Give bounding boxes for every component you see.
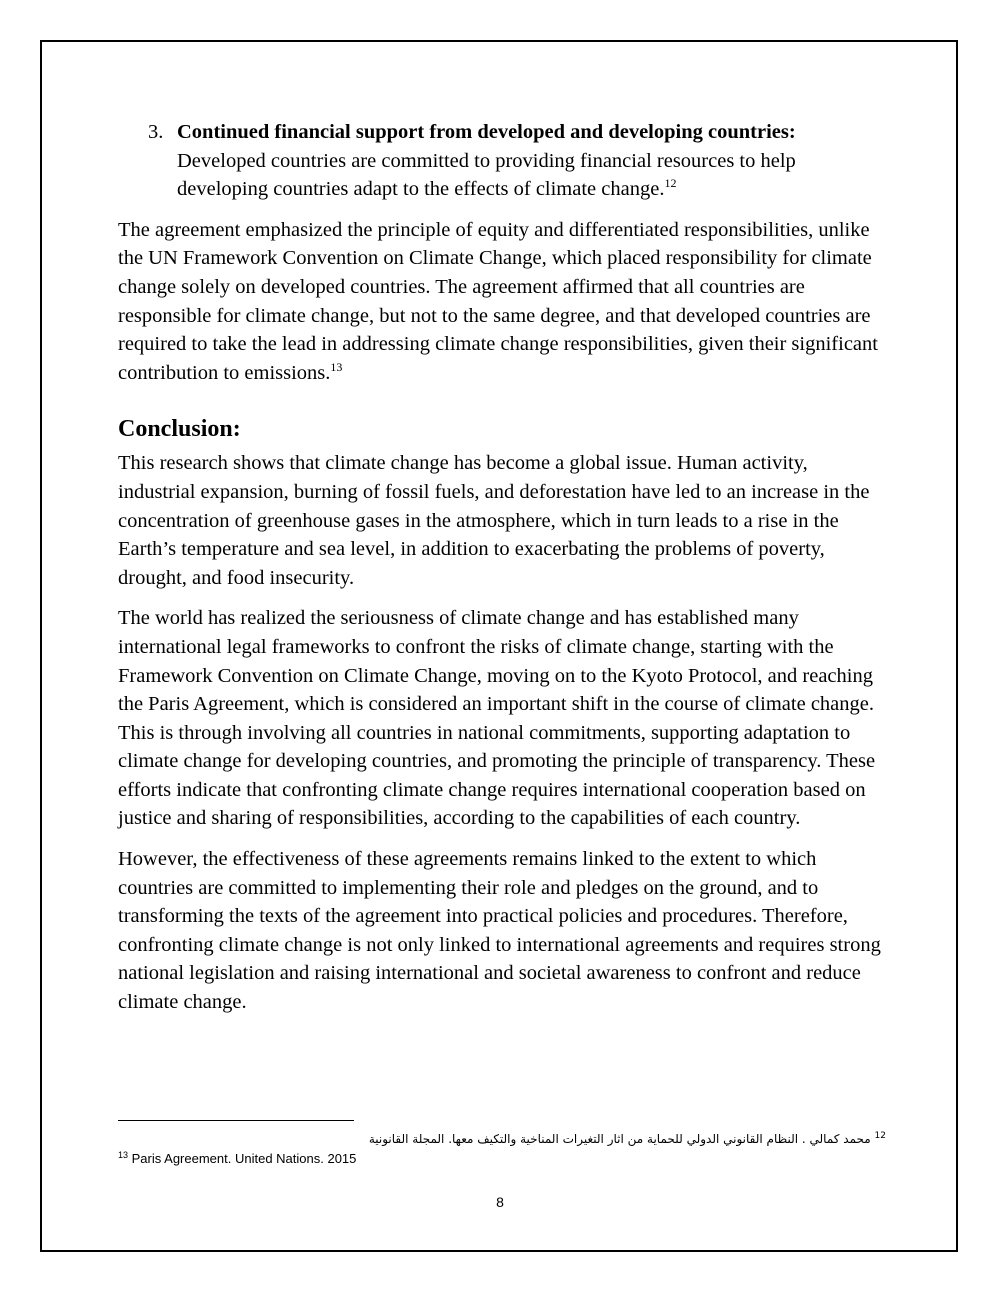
footnote-number: 13	[118, 1150, 129, 1160]
footnote-ref-13[interactable]: 13	[330, 359, 343, 374]
footnote-number: 12	[874, 1131, 886, 1141]
document-body	[118, 118, 888, 1029]
footnote-separator	[118, 1120, 354, 1121]
footnote-ref-12[interactable]: 12	[664, 176, 677, 191]
footnote-13	[118, 1149, 888, 1169]
conclusion-heading: Conclusion:	[118, 416, 241, 443]
conclusion-paragraph-2: The world has realized the seriousness of climate change and has established many international legal frameworks to confront the risks of climate change, starting with the Framework Convention on Climate Change, moving on to the Kyoto Protocol, and reaching the Paris Agreement, which is considered an important shift in the course of climate change. This is through involving all countries in national commitments, supporting adaptation to climate change for developing countries, and promoting the principle of transparency. These efforts indicate that confronting climate change requires international cooperation based on justice and sharing of responsibilities, according to the capabilities of each country.	[118, 607, 876, 830]
list-text: Developed countries are committed to providing financial resources to help developing countries adapt to the effects of climate change.	[177, 149, 796, 201]
paragraph-text: The agreement emphasized the principle of equity and differentiated responsibilities, unlike the UN Framework Convention on Climate Change, which placed responsibility for climate change solely on developed countries. The agreement affirmed that all countries are responsible for climate change, but not to the same degree, and that developed countries are required to take the lead in addressing climate change responsibilities, given their significant contribution to emissions.	[118, 218, 878, 384]
footnote-12	[118, 1129, 886, 1149]
conclusion-paragraph-3: However, the effectiveness of these agreements remains linked to the extent to which countries are committed to implementing their role and pledges on the ground, and to transforming the texts of the agreement into practical policies and procedures. Therefore, confronting climate change is not only linked to international agreements and requires strong national legislation and raising international and societal awareness to confront and reduce climate change.	[118, 848, 881, 1014]
footnote-text: محمد كمالي . النظام القانوني الدولي للحماية من اثار التغيرات المناخية والتكيف معها. المجلة القانونية	[368, 1132, 871, 1146]
list-number: 3.	[148, 121, 164, 143]
page-number: 8	[496, 1194, 504, 1210]
paragraph-equity	[118, 216, 888, 388]
footnotes	[118, 1120, 888, 1169]
list-heading: Continued financial support from developed and developing countries:	[177, 121, 796, 143]
footnote-text: Paris Agreement. United Nations. 2015	[131, 1151, 357, 1166]
conclusion-paragraph-1: This research shows that climate change has become a global issue. Human activity, industrial expansion, burning of fossil fuels, and deforestation have led to an increase in the concentration of greenhouse gases in the atmosphere, which in turn leads to a rise in the Earth’s temperature and sea level, in addition to exacerbating the problems of poverty, drought, and food insecurity.	[118, 452, 870, 589]
list-item-3	[118, 118, 888, 204]
